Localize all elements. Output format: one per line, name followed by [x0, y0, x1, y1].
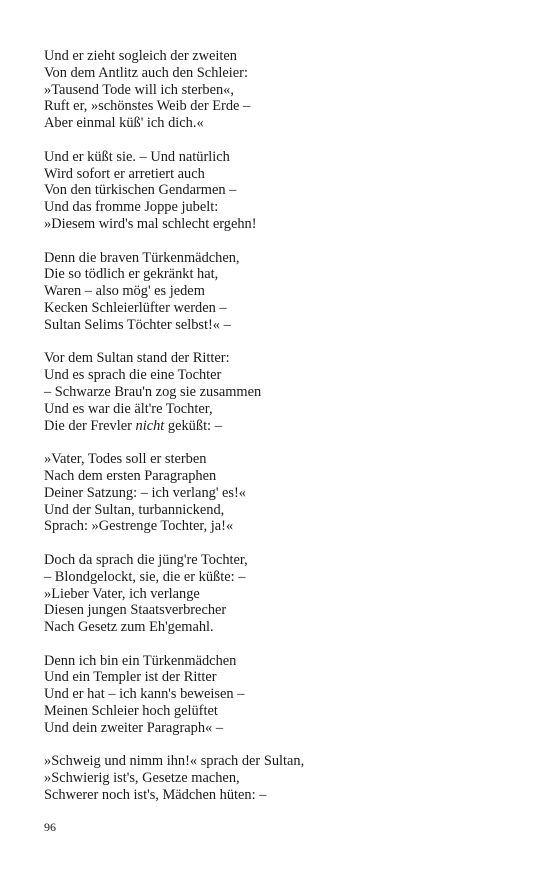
poem-line: Denn ich bin ein Türkenmädchen — [44, 652, 237, 669]
stanza-3 — [44, 250, 524, 334]
poem-line: Und dein zweiter Paragraph« – — [44, 719, 224, 736]
stanza-6 — [44, 552, 524, 636]
poem-line: »Vater, Todes soll er sterben — [44, 451, 207, 468]
poem-line: Waren – also mög' es jedem — [44, 283, 205, 300]
poem-line: Doch da sprach die jüng're Tochter, — [44, 551, 248, 568]
page-number: 96 — [44, 820, 56, 834]
poem-line: – Blondgelockt, sie, die er küßte: – — [44, 568, 246, 585]
poem-line: Denn die braven Türkenmädchen, — [44, 249, 240, 266]
poem-line-with-emphasis — [44, 418, 524, 435]
poem-line: Aber einmal küß' ich dich.« — [44, 115, 204, 132]
stanza-8 — [44, 753, 524, 803]
poem-line: Und er küßt sie. – Und natürlich — [44, 148, 230, 165]
poem-line: Und er hat – ich kann's beweisen – — [44, 686, 245, 703]
poem-line: Deiner Satzung: – ich verlang' es!« — [44, 484, 246, 501]
poem-line: Von den türkischen Gendarmen – — [44, 182, 237, 199]
poem-line: »Tausend Tode will ich sterben«, — [44, 81, 234, 98]
line-text: Die der Frevler — [44, 417, 136, 434]
stanza-2 — [44, 149, 524, 233]
emphasized-word: nicht — [135, 417, 165, 434]
poem-line: Sprach: »Gestrenge Tochter, ja!« — [44, 518, 234, 535]
poem-line: Von dem Antlitz auch den Schleier: — [44, 64, 248, 81]
poem-line: Und er zieht sogleich der zweiten — [44, 48, 237, 64]
poem-line: »Diesem wird's mal schlecht ergehn! — [44, 215, 257, 232]
stanza-5 — [44, 451, 524, 535]
poem-line: Diesen jungen Staatsverbrecher — [44, 602, 227, 619]
poem-line: Nach dem ersten Paragraphen — [44, 467, 217, 484]
poem-line: Wird sofort er arretiert auch — [44, 165, 205, 182]
poem-line: »Lieber Vater, ich verlange — [44, 585, 200, 602]
stanza-1 — [44, 48, 524, 132]
poem-line: Und ein Templer ist der Ritter — [44, 669, 217, 686]
poem-line: Und der Sultan, turbannickend, — [44, 501, 225, 518]
poem-line: Sultan Selims Töchter selbst!« – — [44, 316, 231, 333]
stanza-4 — [44, 350, 524, 434]
poem-line: Ruft er, »schönstes Weib der Erde – — [44, 98, 251, 115]
poem-line: »Schwierig ist's, Gesetze machen, — [44, 770, 240, 787]
poem-line: – Schwarze Brau'n zog sie zusammen — [44, 383, 262, 400]
poem-line: Meinen Schleier hoch gelüftet — [44, 703, 218, 720]
poem-line: Und das fromme Joppe jubelt: — [44, 199, 219, 216]
stanza-7 — [44, 653, 524, 737]
line-text: geküßt: – — [164, 417, 222, 434]
poem-text — [44, 48, 524, 821]
poem-line: Nach Gesetz zum Eh'gemahl. — [44, 619, 214, 636]
poem-line: Und es war die ält're Tochter, — [44, 400, 213, 417]
poem-line: Die so tödlich er gekränkt hat, — [44, 266, 219, 283]
poem-line: Schwerer noch ist's, Mädchen hüten: – — [44, 787, 267, 804]
poem-line: Vor dem Sultan stand der Ritter: — [44, 350, 230, 367]
poem-line: Kecken Schleierlüfter werden – — [44, 299, 227, 316]
poem-line: »Schweig und nimm ihn!« sprach der Sultan, — [44, 753, 305, 770]
poem-line: Und es sprach die eine Tochter — [44, 367, 222, 384]
